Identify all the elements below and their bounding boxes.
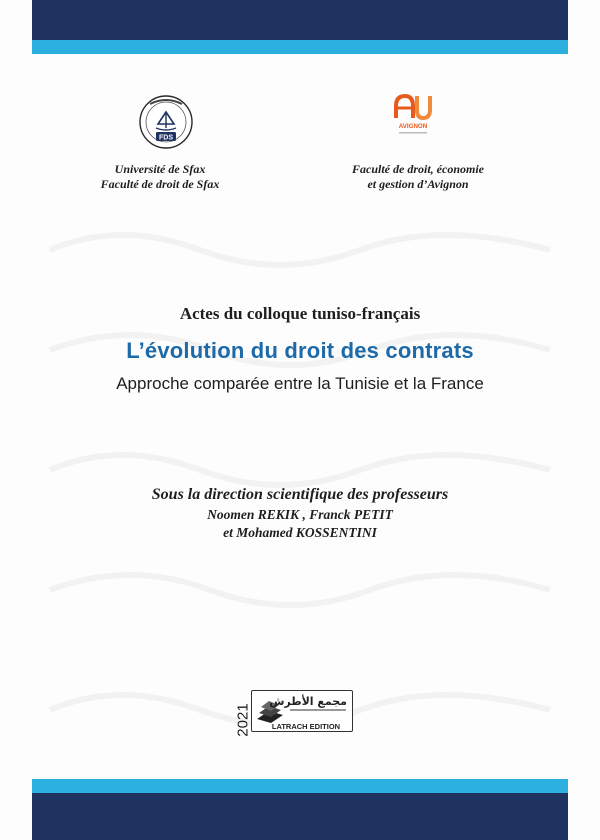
book-title: L’évolution du droit des contrats <box>126 338 474 363</box>
fds-seal-logo <box>138 94 194 150</box>
background-calligraphy-pattern <box>40 210 560 750</box>
direction-names-line1: Noomen REKIK , Franck PETIT <box>207 507 393 522</box>
publisher-name-latin: LATRACH EDITION <box>271 722 341 731</box>
publication-year-text: 2021 <box>234 703 252 737</box>
avignon-logo-text: AVIGNON <box>398 123 428 130</box>
top-cyan-stripe <box>32 40 568 54</box>
publisher-name-arabic: مجمع الأطرش <box>269 695 347 708</box>
avignon-faculty-line1: Faculté de droit, économie <box>352 162 484 176</box>
direction-names-line2: et Mohamed KOSSENTINI <box>223 525 377 540</box>
publisher-divider <box>290 709 346 711</box>
sfax-institution <box>70 162 250 192</box>
avignon-faculty-line2: et gestion d’Avignon <box>367 177 469 191</box>
top-navy-band <box>32 0 568 40</box>
book-subtitle: Approche comparée entre la Tunisie et la France <box>116 374 484 393</box>
book-series: Actes du colloque tuniso-français <box>179 304 421 323</box>
bottom-navy-band <box>32 793 568 840</box>
scientific-direction <box>0 484 600 542</box>
direction-heading: Sous la direction scientifique des professeurs <box>151 486 449 503</box>
bottom-cyan-stripe <box>32 779 568 793</box>
fds-logo-text: FDS <box>159 134 173 142</box>
sfax-faculty-name: Faculté de droit de Sfax <box>100 177 220 191</box>
sfax-university-name: Université de Sfax <box>114 162 206 176</box>
avignon-university-logo <box>393 92 433 142</box>
avignon-institution <box>318 162 518 192</box>
